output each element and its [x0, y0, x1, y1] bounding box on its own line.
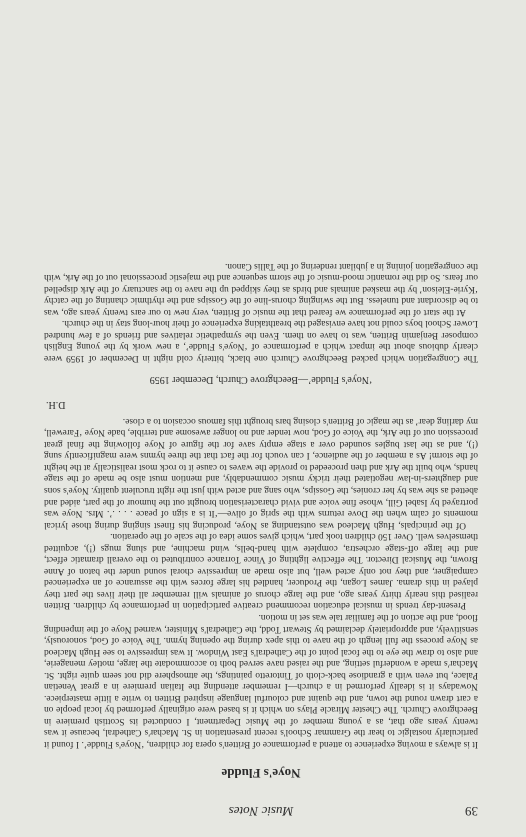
paragraph: Of the principals, Hugh Macleod was outstanding as Noye, producing his finest singing during those lyrical moments of calm when the Dove returns with the sprig of olive—‘It is a sign of peace . . . .’. Mrs. Noye was portrayed by Isabel Gill, whose fine voice and vivid characterisation brought out the humour of the part, aided and abetted as she was by her cronies, the Gossips, who sang and acted with just the right truculent quality. Noye's sons and daughters-in-law negotiated their tricky music commendably, and mention must also be made of the stage hands, who built the Ark and then proceeded to provide the waves to cause it to rock most realistically at the height of the storm! As a member of the audience, I can vouch for the fact that the three hymns were magnificently sung (!), and as the last bugles sounded over a stage empty save for the figure of Noye following the final great procession out of the Ark, the Voice of God, now tender and no longer awesome and terrible, bade Noye ‘Farewell, my darling dear’ as the magic of Britten's closing bars brought this famous occasion to a close. [44, 415, 478, 530]
paragraph: The Congregation which packed Beechgrove Church one black, bitterly cold night in December of 1959 were clearly dubious about the impact which a performance of ‘Noye's Fludde’, a new work by the young English composer Benjamin Britten, was to have on them. Even the sympathetic relatives and friends of a few hundred Lower School boys could not have envisaged the breathtaking experience of their hour-long stay in the church. [44, 318, 478, 364]
page-number: 39 [465, 804, 478, 819]
paragraph: At the start of the performance we feared that the music of Britten, very new to our ears twenty years ago, was to be discordant and tuneless. But the swinging chorus-line of the Gossips and the rhythmic chanting of the catchy ‘Kyrie-Eleison’ by the masked animals and birds as they skipped up the nave to the sanctuary of the Ark dispelled our fears. So did the romantic mood-music of the storm sequence and the majestic processional out of the Ark, with the congregation joining in a jubilant rendering of the Tallis Canon. [44, 260, 478, 317]
running-title: Music Notes [228, 804, 294, 819]
paragraph: Present-day trends in musical education recommend creative participation in performance by children. Britten realised this nearly thirty years ago, and the large chorus of animals will remember all their lives the part they played in this drama. James Logan, the Producer, handled his large forces with the assurance of an experienced campaigner, and they not only acted well, but also made an impressive choral sound under the baton of Anne Brown, the Musical Director. The effective lighting of Vince Torrance contributed to the overall dramatic effect, and the large off-stage orchestra, complete with hand-bells, wind machine, and slung mugs (!), acquitted themselves well. Over 150 children took part, which gives some idea of the scale of the operation. [44, 531, 478, 611]
article-title: Noye's Fludde [221, 766, 301, 781]
article-body [44, 259, 478, 781]
page-header [44, 799, 478, 819]
author-signature: D.H. [46, 399, 66, 411]
paragraph: It is always a moving experience to attend a performance of Britten's opera for children, ‘Noye's Fludde’. I found it particularly nostalgic to hear the Grammar School's recent presentation in St. Machar's Cathedral, because it was twenty years ago that, as a young member of the Music Department, I conducted its Scottish premiere in Beechgrove Church. The Chester Miracle Plays on which it is based were originally performed by local people on a cart drawn round the town, and the quaint and colourful language inspired Britten to write a little masterpiece. Nowadays it is ideally performed in a church—I remember attending the Italian premiere in a great Venetian Palace, but even with a grandiose back-cloth of Tintoretto paintings, the atmosphere did not seem quite right. St. Machar's made a wonderful setting, and the raised nave served both to accommodate the large, motley menagerie, and also to draw the eye to the focal point of the Cathedral's East Window. It was impressive to see Hugh Macleod as Noye process the full length of the nave to this apex during the opening hymn. The Voice of God, sonorously, sensitively, and appropriately declaimed by Stewart Todd, the Cathedral's Minister, warned Noye of the impending flood, and the action of the familiar tale was set in motion. [44, 611, 478, 749]
second-article-subtitle: ‘Noye's Fludde’—Beechgrove Church, December 1959 [149, 373, 373, 385]
